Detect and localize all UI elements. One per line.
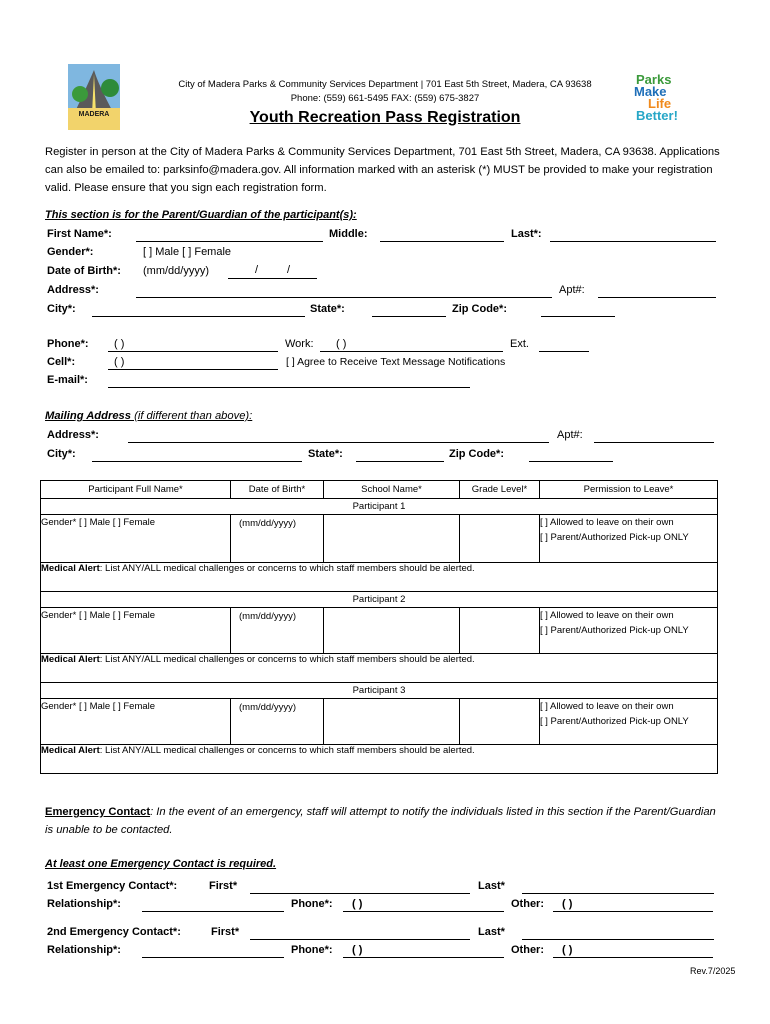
participant-2-name-cell[interactable] [41,608,231,654]
text-notifications-checkbox[interactable]: [ ] Agree to Receive Text Message Notifications [286,356,506,368]
participant-3-gender[interactable]: Gender* [ ] Male [ ] Female [41,701,156,712]
contact-1-relationship-label: Relationship*: [47,898,121,910]
mailing-zip-field[interactable] [529,461,613,462]
participant-1-perm-own[interactable]: [ ] Allowed to leave on their own [540,517,674,528]
middle-label: Middle: [329,228,368,240]
col-header-name: Participant Full Name* [41,481,231,499]
participant-2-row [41,608,718,654]
emergency-text: : In the event of an emergency, staff will attempt to notify the individuals listed in this section if the Parent/Guardian is unable to be contacted. [45,806,716,836]
phone-label: Phone*: [47,338,89,350]
participant-2-medical-alert[interactable] [41,654,718,683]
col-header-dob: Date of Birth* [231,481,324,499]
contact-1-label: 1st Emergency Contact*: [47,880,178,892]
contact-2-first-field[interactable] [250,939,470,940]
col-header-school: School Name* [324,481,460,499]
medical-text-1: : List ANY/ALL medical challenges or concerns to which staff members should be alerted. [99,563,475,574]
contact-1-relationship-field[interactable] [142,911,284,912]
city-label: City*: [47,303,76,315]
madera-logo [68,64,120,130]
parent-section-title: This section is for the Parent/Guardian of the participant(s): [45,209,357,221]
participant-2-perm-pickup[interactable]: [ ] Parent/Authorized Pick-up ONLY [540,625,689,636]
state-label: State*: [310,303,345,315]
work-phone-field[interactable] [320,351,503,352]
contact-1-phone-label: Phone*: [291,898,333,910]
contact-2-other-area: ( ) [562,944,573,956]
cell-label: Cell*: [47,356,76,368]
cell-area: ( ) [114,356,125,368]
mailing-address-field[interactable] [128,442,549,443]
email-field[interactable] [108,387,470,388]
mailing-apt-field[interactable] [594,442,714,443]
dob-field[interactable] [228,278,317,279]
participant-3-row [41,699,718,745]
ext-label: Ext. [510,338,529,350]
work-label: Work: [285,338,314,350]
logo-word-1: Parks [636,72,672,87]
header-phone: Phone: (559) 661-5495 FAX: (559) 675-3827 [290,93,480,104]
participant-2-school-cell[interactable] [324,608,460,654]
emergency-required-note: At least one Emergency Contact is required. [45,858,277,870]
medical-label-1: Medical Alert [41,563,100,574]
header-address: City of Madera Parks & Community Services Department | 701 East 5th Street, Madera, CA 93638 [178,79,592,90]
logo-word-4: Better! [636,108,678,123]
contact-2-other-label: Other: [511,944,544,956]
contact-1-first-label: First* [209,880,238,892]
dob-label: Date of Birth*: [47,265,121,277]
participant-2-gender[interactable]: Gender* [ ] Male [ ] Female [41,610,156,621]
revision-label: Rev.7/2025 [690,966,736,976]
zip-field[interactable] [541,316,615,317]
medical-label-3: Medical Alert [41,745,100,756]
contact-1-first-field[interactable] [250,893,470,894]
medical-text-2: : List ANY/ALL medical challenges or concerns to which staff members should be alerted. [99,654,475,665]
email-label: E-mail*: [47,374,88,386]
parks-make-life-better-logo [634,74,696,130]
mailing-zip-label: Zip Code*: [449,448,504,460]
participant-2-title: Participant 2 [41,592,718,608]
contact-1-last-field[interactable] [522,893,714,894]
mailing-note: (if different than above): [131,410,253,422]
col-header-permission: Permission to Leave* [540,481,718,499]
last-name-field[interactable] [550,241,716,242]
apt-field[interactable] [598,297,716,298]
participant-1-title: Participant 1 [41,499,718,515]
participant-3-medical-alert[interactable] [41,745,718,774]
participant-3-grade-cell[interactable] [460,699,540,745]
logo-word-2: Make [634,84,667,99]
contact-2-other-field[interactable] [553,957,713,958]
participant-3-permission-cell [540,699,718,745]
participant-1-medical-alert[interactable] [41,563,718,592]
participant-3-dob-cell[interactable] [231,699,324,745]
participant-1-name-cell[interactable] [41,515,231,563]
mailing-city-field[interactable] [92,461,302,462]
first-name-field[interactable] [136,241,323,242]
participant-3-title: Participant 3 [41,683,718,699]
contact-1-other-field[interactable] [553,911,713,912]
logo-word-3: Life [648,96,672,111]
participant-3-school-cell[interactable] [324,699,460,745]
address-label: Address*: [47,284,99,296]
intro-paragraph: Register in person at the City of Madera Parks & Community Services Department, 701 East 5th Street, Madera, CA 93638. Applications can also be emailed to: parksinfo@madera.gov. All information marked with an asterisk (*) MUST be provided to make your registration valid. Please ensure that you sign each registration form. [45,146,720,194]
mailing-address-label: Address*: [47,429,99,441]
participant-2-permission-cell [540,608,718,654]
contact-2-relationship-field[interactable] [142,957,284,958]
participant-2-dob-cell[interactable] [231,608,324,654]
participant-3-name-cell[interactable] [41,699,231,745]
dob-slash-2: / [287,264,291,276]
city-field[interactable] [92,316,305,317]
logo-left-text: MADERA [78,111,110,118]
phone-field[interactable] [108,351,278,352]
contact-2-last-label: Last* [478,926,505,938]
apt-label: Apt#: [559,284,585,296]
middle-name-field[interactable] [380,241,504,242]
participant-3-perm-pickup[interactable]: [ ] Parent/Authorized Pick-up ONLY [540,716,689,727]
dob-slash-1: / [255,264,259,276]
col-header-grade: Grade Level* [460,481,540,499]
cell-field[interactable] [108,369,278,370]
medical-text-3: : List ANY/ALL medical challenges or concerns to which staff members should be alerted. [99,745,475,756]
participant-3-perm-own[interactable]: [ ] Allowed to leave on their own [540,701,674,712]
participant-1-row [41,515,718,563]
gender-label: Gender*: [47,246,94,258]
phone-area: ( ) [114,338,125,350]
contact-1-other-label: Other: [511,898,544,910]
contact-2-phone-field[interactable] [343,957,504,958]
mailing-apt-label: Apt#: [557,429,583,441]
contact-2-label: 2nd Emergency Contact*: [47,926,181,938]
participant-1-dob-cell[interactable] [231,515,324,563]
participant-table [40,480,718,774]
participant-1-permission-cell [540,515,718,563]
mailing-city-label: City*: [47,448,76,460]
first-name-label: First Name*: [47,228,112,240]
mailing-state-label: State*: [308,448,343,460]
last-name-label: Last*: [511,228,542,240]
participant-header-row [41,481,718,499]
zip-label: Zip Code*: [452,303,507,315]
contact-1-phone-field[interactable] [343,911,504,912]
contact-2-relationship-label: Relationship*: [47,944,121,956]
mailing-title-row [45,410,252,422]
emergency-label: Emergency Contact [45,806,151,818]
participant-3-dob-format: (mm/dd/yyyy) [239,702,296,713]
mailing-title: Mailing Address [45,410,131,422]
work-area: ( ) [336,338,347,350]
address-field[interactable] [136,297,552,298]
participant-1-school-cell[interactable] [324,515,460,563]
participant-2-grade-cell[interactable] [460,608,540,654]
participant-2-dob-format: (mm/dd/yyyy) [239,611,296,622]
participant-1-perm-pickup[interactable]: [ ] Parent/Authorized Pick-up ONLY [540,532,689,543]
participant-1-dob-format: (mm/dd/yyyy) [239,518,296,529]
contact-1-last-label: Last* [478,880,505,892]
emergency-paragraph [45,803,720,839]
mailing-state-field[interactable] [356,461,444,462]
contact-1-phone-area: ( ) [352,898,363,910]
contact-1-other-area: ( ) [562,898,573,910]
participant-1-gender[interactable]: Gender* [ ] Male [ ] Female [41,517,156,528]
dob-format: (mm/dd/yyyy) [143,265,209,277]
state-field[interactable] [372,316,446,317]
ext-field[interactable] [539,351,589,352]
contact-2-last-field[interactable] [522,939,714,940]
participant-1-grade-cell[interactable] [460,515,540,563]
gender-options[interactable]: [ ] Male [ ] Female [143,246,232,258]
participant-2-perm-own[interactable]: [ ] Allowed to leave on their own [540,610,674,621]
contact-2-phone-area: ( ) [352,944,363,956]
contact-2-phone-label: Phone*: [291,944,333,956]
page-title: Youth Recreation Pass Registration [249,109,521,126]
medical-label-2: Medical Alert [41,654,100,665]
contact-2-first-label: First* [211,926,240,938]
